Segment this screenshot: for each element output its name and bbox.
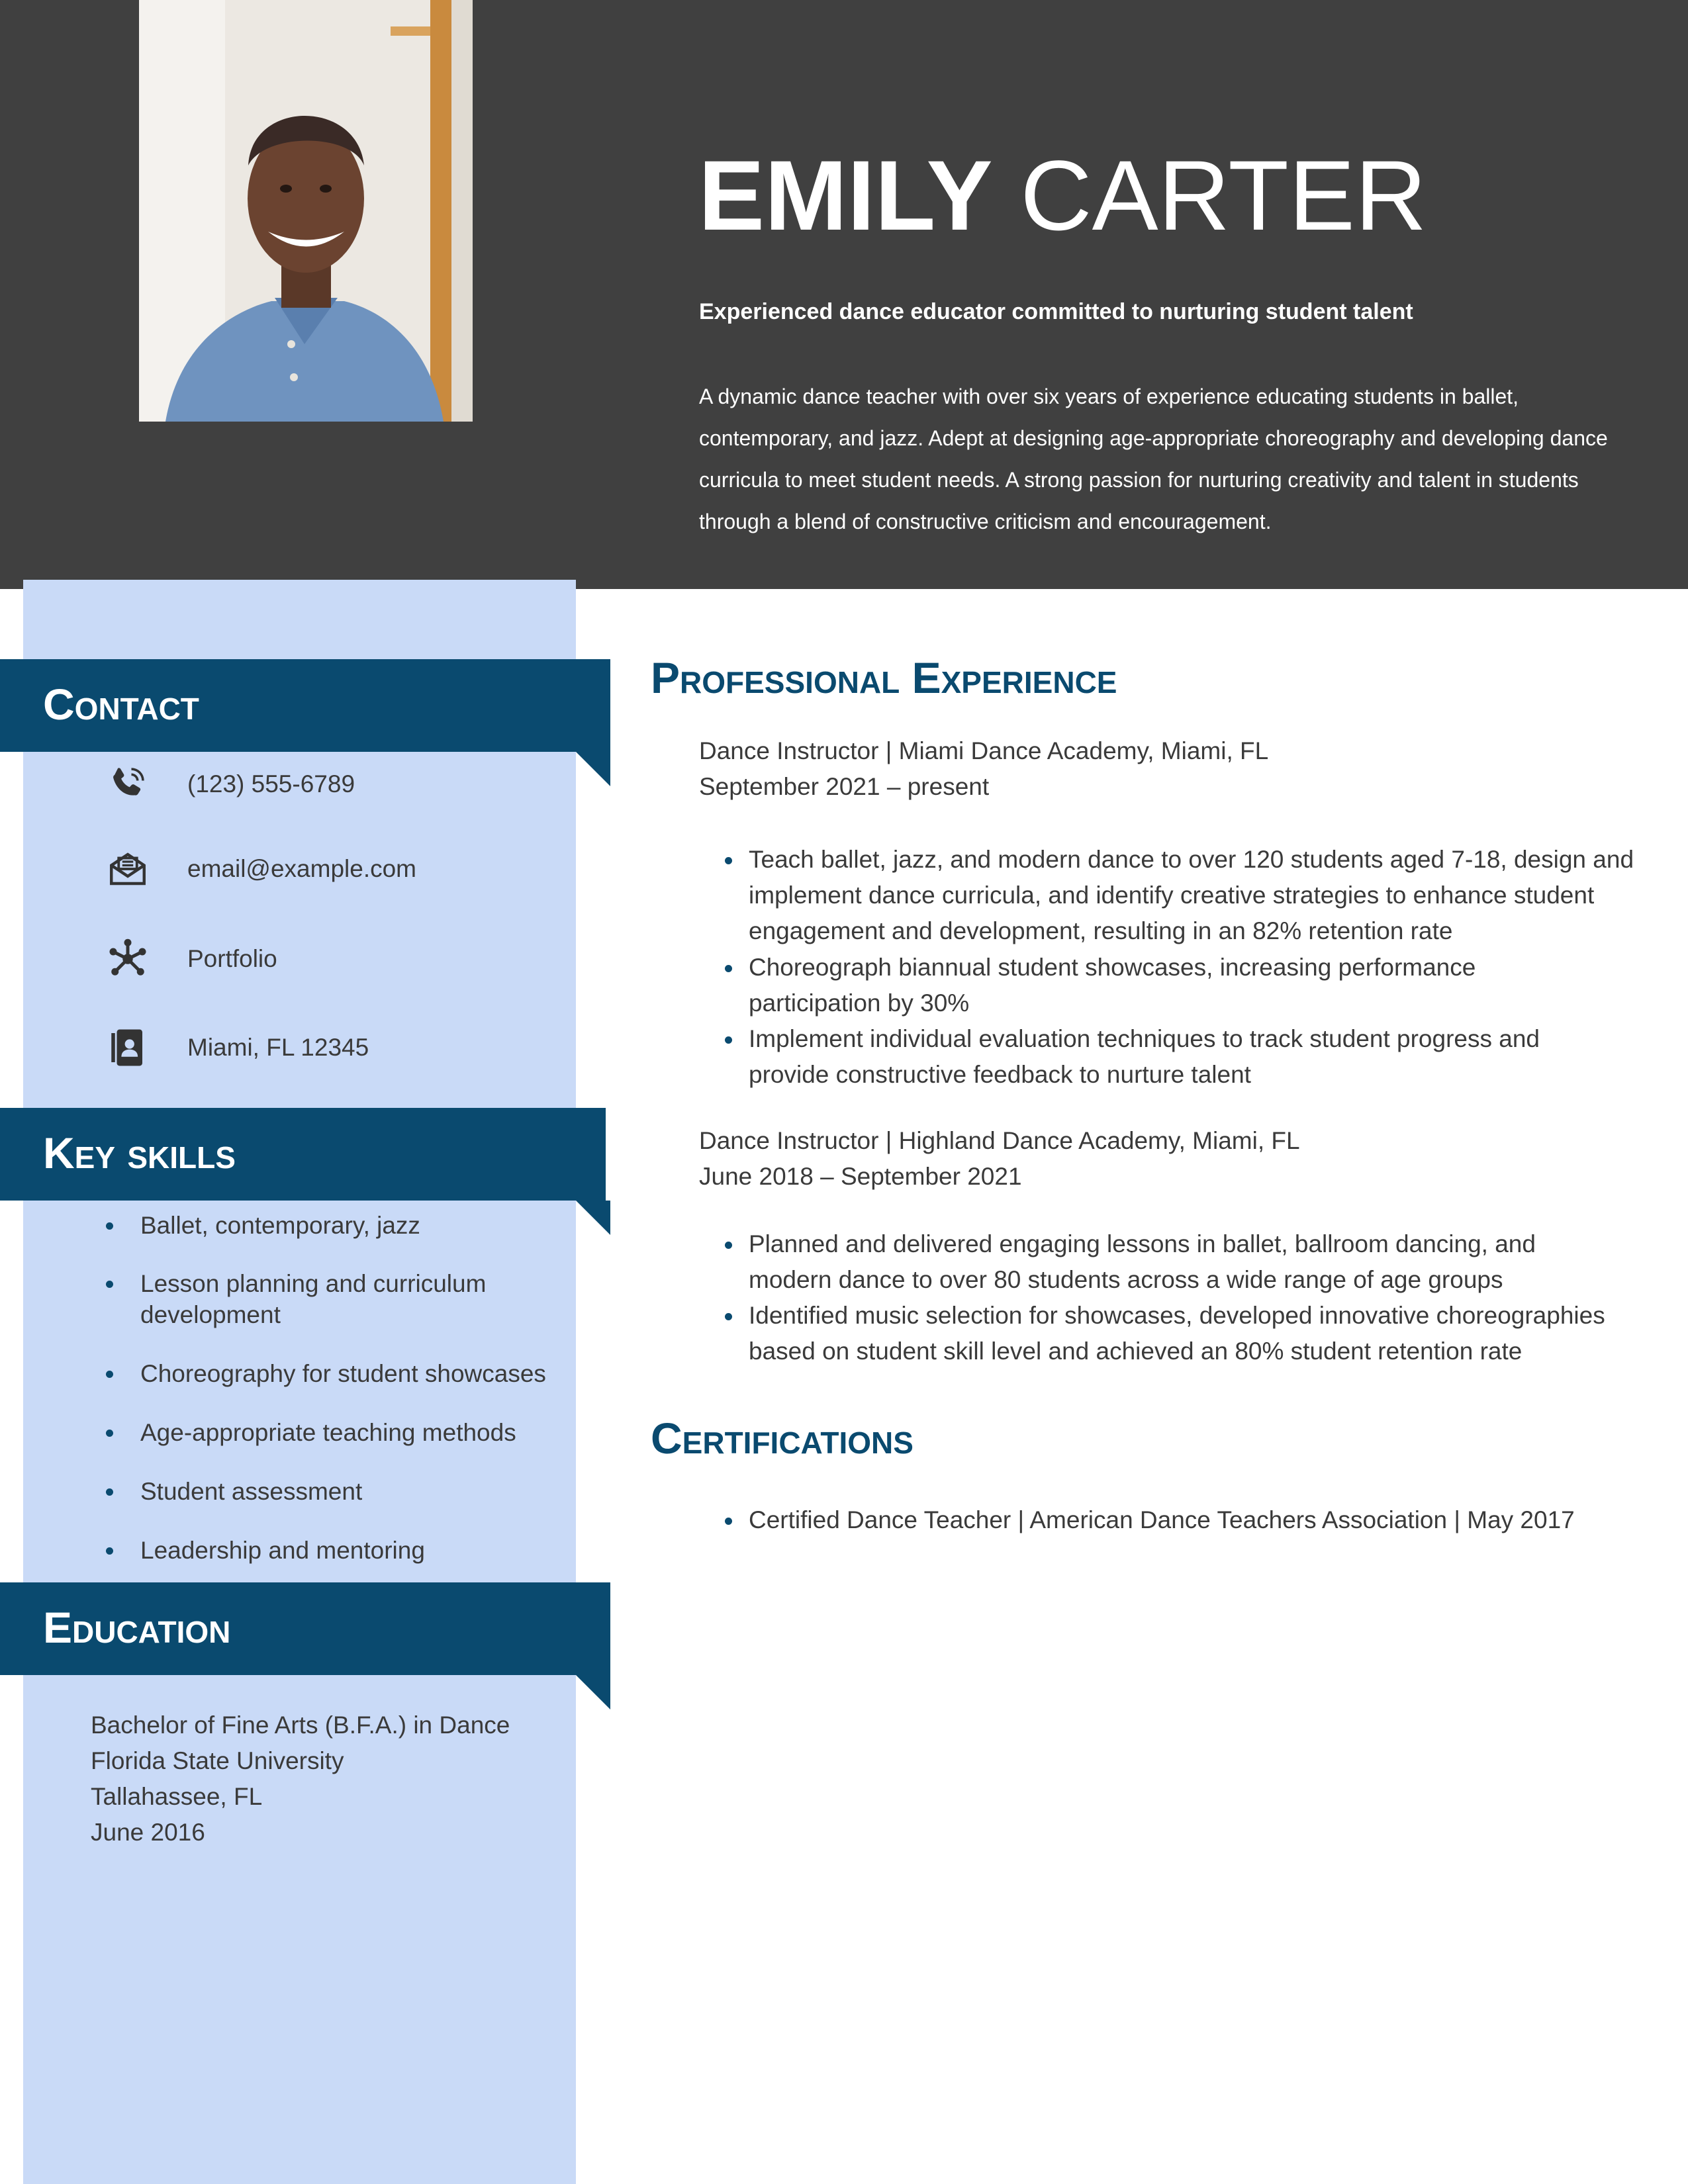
education-heading: Education (43, 1603, 231, 1652)
education-degree: Bachelor of Fine Arts (B.F.A.) in Dance (91, 1711, 510, 1739)
bullet-dot (106, 1281, 113, 1288)
band-fold (576, 1675, 610, 1709)
bullet-dot (725, 1242, 732, 1249)
contact-portfolio[interactable] (106, 936, 277, 982)
bullet-dot (725, 1313, 732, 1320)
contact-portfolio-text: Portfolio (187, 945, 277, 972)
skills-heading: Key skills (43, 1128, 236, 1177)
bullet-dot (106, 1222, 113, 1230)
phone-icon (106, 762, 150, 806)
certifications-heading: Certifications (651, 1414, 914, 1463)
job-title-line: Dance Instructor | Highland Dance Academy, Miami, FL (699, 1127, 1300, 1154)
contact-band (0, 659, 610, 752)
education-date: June 2016 (91, 1819, 205, 1846)
summary: A dynamic dance teacher with over six years of experience educating students in ballet, contemporary, and jazz. Adept at designing age-appropriate choreography and developing dance curricula to meet student needs. A strong passion for nurturing creativity and talent in students through a blend of constructive criticism and encouragement. (699, 385, 1608, 533)
contact-phone-text: (123) 555-6789 (187, 770, 355, 797)
experience-heading: Professional Experience (651, 653, 1117, 702)
bullet-dot (725, 965, 732, 972)
address-book-icon (106, 1026, 150, 1069)
job-title-line: Dance Instructor | Miami Dance Academy, Miami, FL (699, 737, 1269, 764)
last-name: CARTER (1020, 140, 1427, 251)
education-school: Florida State University (91, 1747, 344, 1774)
envelope-icon (106, 847, 150, 891)
bullet-dot (106, 1488, 113, 1496)
contact-heading: Contact (43, 680, 199, 729)
education-band (0, 1582, 610, 1675)
job-dates: September 2021 – present (699, 773, 990, 800)
tagline: Experienced dance educator committed to nurturing student talent (699, 299, 1413, 324)
bullet-dot (106, 1547, 113, 1555)
bullet-dot (725, 857, 732, 864)
contact-address-text: Miami, FL 12345 (187, 1034, 369, 1061)
bullet-dot (725, 1036, 732, 1044)
job-dates: June 2018 – September 2021 (699, 1163, 1022, 1190)
contact-email[interactable] (106, 846, 417, 892)
bullet-dot (106, 1430, 113, 1437)
bullet-dot (725, 1518, 732, 1525)
skills-band (0, 1108, 606, 1201)
band-fold (576, 752, 610, 786)
network-icon (106, 937, 150, 981)
candidate-name (698, 140, 1427, 251)
portrait-image (139, 0, 473, 422)
contact-email-text: email@example.com (187, 855, 417, 882)
band-fold (576, 1201, 610, 1235)
education-location: Tallahassee, FL (91, 1783, 263, 1810)
contact-phone[interactable] (106, 761, 355, 807)
profile-photo (139, 0, 473, 422)
contact-address[interactable] (106, 1024, 369, 1071)
bullet-dot (106, 1371, 113, 1378)
first-name: EMILY (698, 140, 993, 251)
